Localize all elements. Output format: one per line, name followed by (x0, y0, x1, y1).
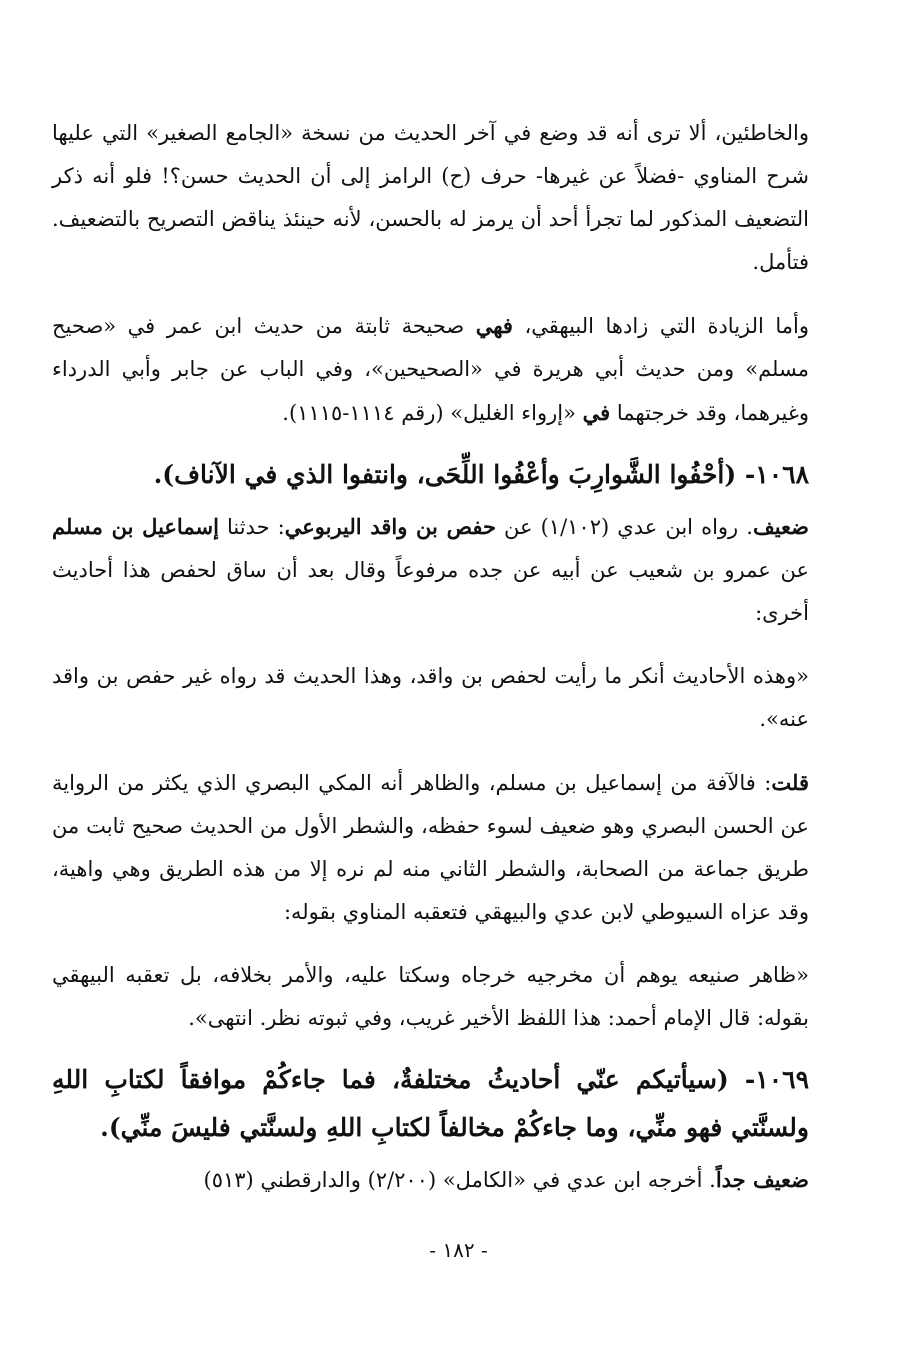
paragraph-bayhaqi-addition (52, 304, 809, 435)
paragraph-continuation: والخاطئين، ألا ترى أنه قد وضع في آخر الحديث من نسخة «الجامع الصغير» التي عليها شرح المناوي -فضلاً عن غيرها- حرف (ح) الرامز إلى أن الحديث حسن؟! فلو أنه ذكر التضعيف المذكور لما تجرأ أحد أن يرمز له بالحسن، لأنه حينئذ يناقض التصريح بالتضعيف. فتأمل. (52, 121, 809, 274)
bold-run: في (582, 400, 611, 425)
paragraph-author-comment (52, 761, 809, 934)
grading-label: ضعيف (752, 514, 809, 539)
paragraph-hadith-1068-grading (52, 505, 809, 635)
qultu-label: قلت (771, 770, 809, 795)
text-run: صحيحة ثابتة من حديث ابن عمر في «صحيح مسلم» ومن حديث أبي هريرة في «الصحيحين»، وفي الباب عن جابر وأبي الدرداء وغيرهما، وقد خرجتهما (52, 314, 809, 425)
bold-run: فهي (475, 313, 513, 338)
narrator-name: حفص بن واقد اليربوعي (284, 514, 496, 539)
text-run: . رواه ابن عدي (١/١٠٢) عن (495, 515, 753, 539)
text-run: : فالآفة من إسماعيل بن مسلم، والظاهر أنه المكي البصري الذي يكثر من الرواية عن الحسن البصري وهو ضعيف لسوء حفظه، والشطر الأول من الحديث صحيح ثابت من طريق جماعة من الصحابة، والشطر الثاني منه لم نره إلا من هذه الطريق وهي واهية، وقد عزاه السيوطي لابن عدي والبيهقي فتعقبه المناوي بقوله: (52, 771, 809, 924)
text-run: . أخرجه ابن عدي في «الكامل» (٢/٢٠٠) والدارقطني (٥١٣) (203, 1168, 716, 1192)
grading-label: ضعيف جداً (715, 1167, 809, 1192)
quote-munawi: «ظاهر صنيعه يوهم أن مخرجيه خرجاه وسكتا عليه، والأمر بخلافه، بل تعقبه البيهقي بقوله: قال الإمام أحمد: هذا اللفظ الأخير غريب، وفي ثبوته نظر. انتهى». (52, 963, 809, 1030)
text-run: : حدثنا (218, 515, 285, 539)
text-run: عن عمرو بن شعيب عن أبيه عن جده مرفوعاً وقال بعد أن ساق لحفص هذا أحاديث أخرى: (52, 558, 809, 625)
hadith-1069-heading: ١٠٦٩- (سيأتيكم عنّي أحاديثُ مختلفةٌ، فما جاءكُمْ موافقاً لكتابِ اللهِ ولسنَّتي فهو منِّي، وما جاءكُمْ مخالفاً لكتابِ اللهِ ولسنَّتي فليسَ منِّي). (52, 1065, 809, 1142)
paragraph-hadith-1069-grading (52, 1158, 809, 1202)
narrator-name: إسماعيل بن مسلم (52, 514, 219, 539)
hadith-1068-heading: ١٠٦٨- (أحْفُوا الشَّوارِبَ وأعْفُوا اللِّحَى، وانتفوا الذي في الآناف). (153, 460, 809, 489)
text-run: «إرواء الغليل» (رقم ١١١٤-١١١٥). (282, 401, 583, 425)
page-number: - ١٨٢ - (429, 1238, 488, 1262)
text-run: وأما الزيادة التي زادها البيهقي، (512, 314, 810, 338)
quote-ibn-adi: «وهذه الأحاديث أنكر ما رأيت لحفص بن واقد، وهذا الحديث قد رواه غير حفص بن واقد عنه». (52, 664, 809, 731)
